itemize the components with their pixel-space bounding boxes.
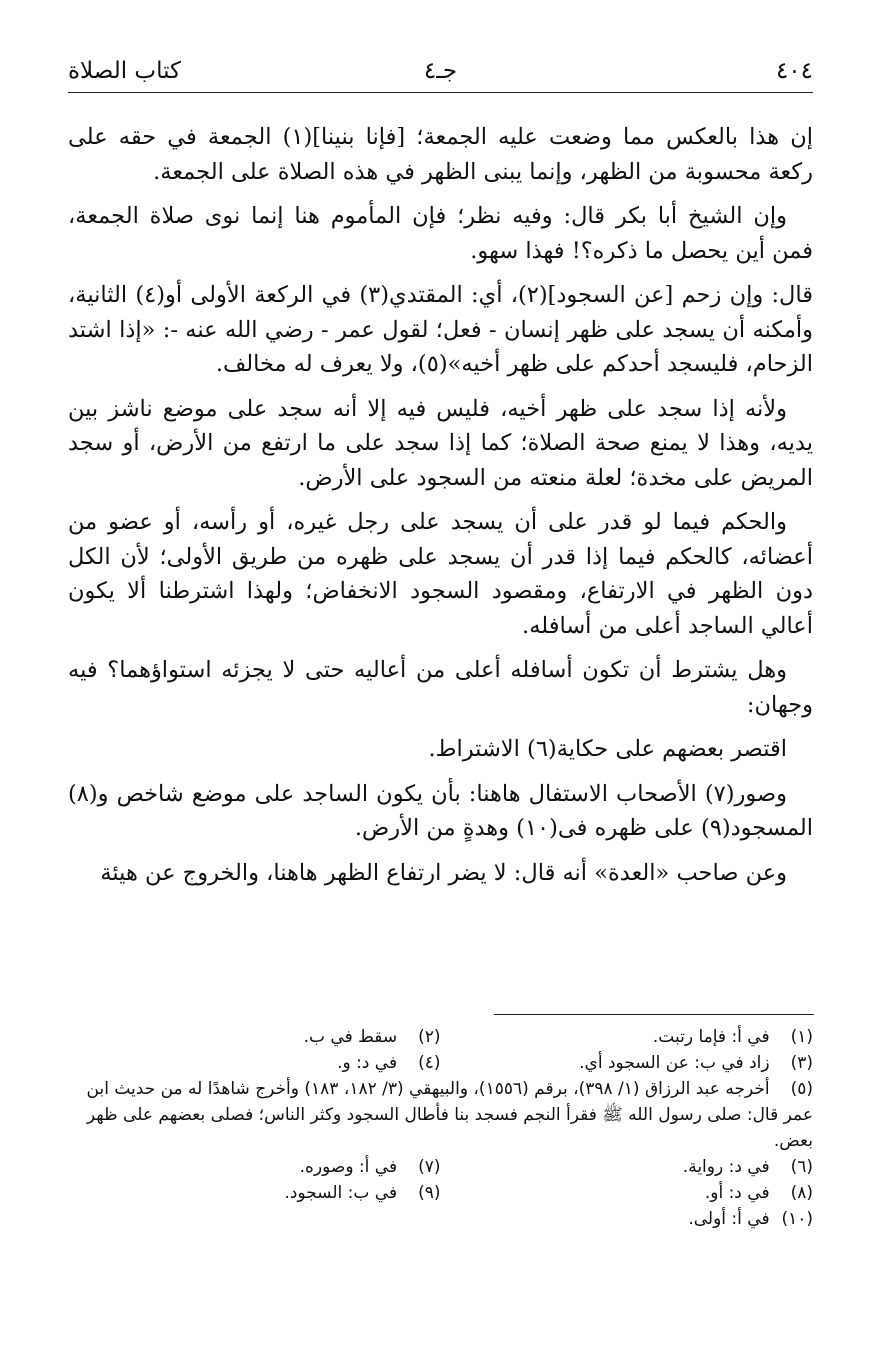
footnote xyxy=(68,1180,441,1206)
footnote-number: (٦) xyxy=(790,1157,813,1177)
footnote xyxy=(441,1180,814,1206)
paragraph: اقتصر بعضهم على حكاية(٦) الاشتراط. xyxy=(428,736,787,762)
footnote-text: في د: و. xyxy=(337,1053,398,1073)
footnote-text: في أ: أولى. xyxy=(688,1209,770,1229)
footnote-text: زاد في ب: عن السجود أي. xyxy=(579,1053,770,1073)
footnotes xyxy=(68,1024,813,1232)
footnote xyxy=(68,1050,441,1076)
main-text xyxy=(68,120,813,900)
footnote-row xyxy=(68,1024,813,1050)
footnote-text: في أ: وصوره. xyxy=(299,1157,398,1177)
paragraph: قال: وإن زحم [عن السجود](٢)، أي: المقتدي(٣) في الركعة الأولى أو(٤) الثانية، وأمكنه أن يسجد على ظهر إنسان - فعل؛ لقول عمر - رضي الله عنه -: «إذا اشتد الزحام، فليسجد أحدكم على ظهر أخيه»(٥)، ولا يعرف له مخالف. xyxy=(68,282,814,377)
footnote xyxy=(68,1076,813,1154)
footnote-row xyxy=(68,1076,813,1154)
footnote-separator xyxy=(494,1014,814,1015)
footnote-text: في أ: فإما رتبت. xyxy=(652,1027,770,1047)
footnote-text: في د: أو. xyxy=(704,1183,770,1203)
paragraph: والحكم فيما لو قدر على أن يسجد على رجل غيره، أو رأسه، أو عضو من أعضائه، كالحكم فيما إذا قدر أن يسجد على ظهره من طريق الأولى؛ لأن الكل دون الظهر في الارتفاع، ومقصود السجود الانخفاض؛ ولهذا اشترطنا ألا يكون أعالي الساجد أعلى من أسافله. xyxy=(68,509,813,639)
footnote-number: (٩) xyxy=(418,1183,441,1203)
footnote xyxy=(441,1154,814,1180)
paragraph: وعن صاحب «العدة» أنه قال: لا يضر ارتفاع الظهر هاهنا، والخروج عن هيئة xyxy=(100,859,787,886)
footnote-text: أخرجه عبد الرزاق (١/ ٣٩٨)، برقم (١٥٥٦)، والبيهقي (٣/ ١٨٢، ١٨٣) وأخرج شاهدًا له من حديث ابن عمر قال: صلى رسول الله ﷺ فقرأ النجم فسجد بنا فأطال السجود وكثر الناس؛ فصلى بعضهم على ظهر بعض. xyxy=(86,1079,813,1151)
paragraph: وصور(٧) الأصحاب الاستفال هاهنا: بأن يكون الساجد على موضع شاخص و(٨) المسجود(٩) على ظهره فى(١٠) وهدةٍ من الأرض. xyxy=(68,780,813,841)
footnote-text: في د: رواية. xyxy=(682,1157,770,1177)
paragraph: ولأنه إذا سجد على ظهر أخيه، فليس فيه إلا أنه سجد على موضع ناشز بين يديه، وهذا لا يمنع صحة الصلاة؛ كما إذا سجد على ما ارتفع من الأرض، أو سجد المريض على مخدة؛ لعلة منعته من السجود على الأرض. xyxy=(68,395,813,491)
footnote-number: (١) xyxy=(790,1027,813,1047)
book-title: كتاب الصلاة xyxy=(68,58,181,84)
footnote-number: (٨) xyxy=(790,1183,813,1203)
footnote-row xyxy=(68,1154,813,1180)
footnote xyxy=(68,1206,813,1232)
paragraph: وإن الشيخ أبا بكر قال: وفيه نظر؛ فإن المأموم هنا إنما نوى صلاة الجمعة، فمن أين يحصل ما ذكره؟! فهذا سهو. xyxy=(68,203,813,264)
footnote xyxy=(441,1024,814,1050)
footnote xyxy=(68,1024,441,1050)
footnote-number: (٤) xyxy=(418,1053,441,1073)
footnote-text: سقط في ب. xyxy=(303,1027,398,1047)
footnote xyxy=(68,1154,441,1180)
footnote-number: (٣) xyxy=(790,1053,813,1073)
footnote-row xyxy=(68,1206,813,1232)
footnote-number: (٧) xyxy=(418,1157,441,1177)
page-header xyxy=(68,52,813,93)
paragraph: إن هذا بالعكس مما وضعت عليه الجمعة؛ [فإنا بنينا](١) الجمعة في حقه على ركعة محسوبة من الظهر، وإنما يبنى الظهر في هذه الصلاة على الجمعة. xyxy=(68,124,813,185)
footnote xyxy=(441,1050,814,1076)
footnote-number: (٢) xyxy=(418,1027,441,1047)
volume-label: جـ٤ xyxy=(423,58,458,84)
footnote-text: في ب: السجود. xyxy=(284,1183,398,1203)
footnote-number: (١٠) xyxy=(781,1209,813,1229)
footnote-row xyxy=(68,1180,813,1206)
paragraph: وهل يشترط أن تكون أسافله أعلى من أعاليه حتى لا يجزئه استواؤهما؟ فيه وجهان: xyxy=(68,657,813,718)
footnote-row xyxy=(68,1050,813,1076)
page-number: ٤٠٤ xyxy=(775,58,813,84)
footnote-number: (٥) xyxy=(790,1079,813,1099)
